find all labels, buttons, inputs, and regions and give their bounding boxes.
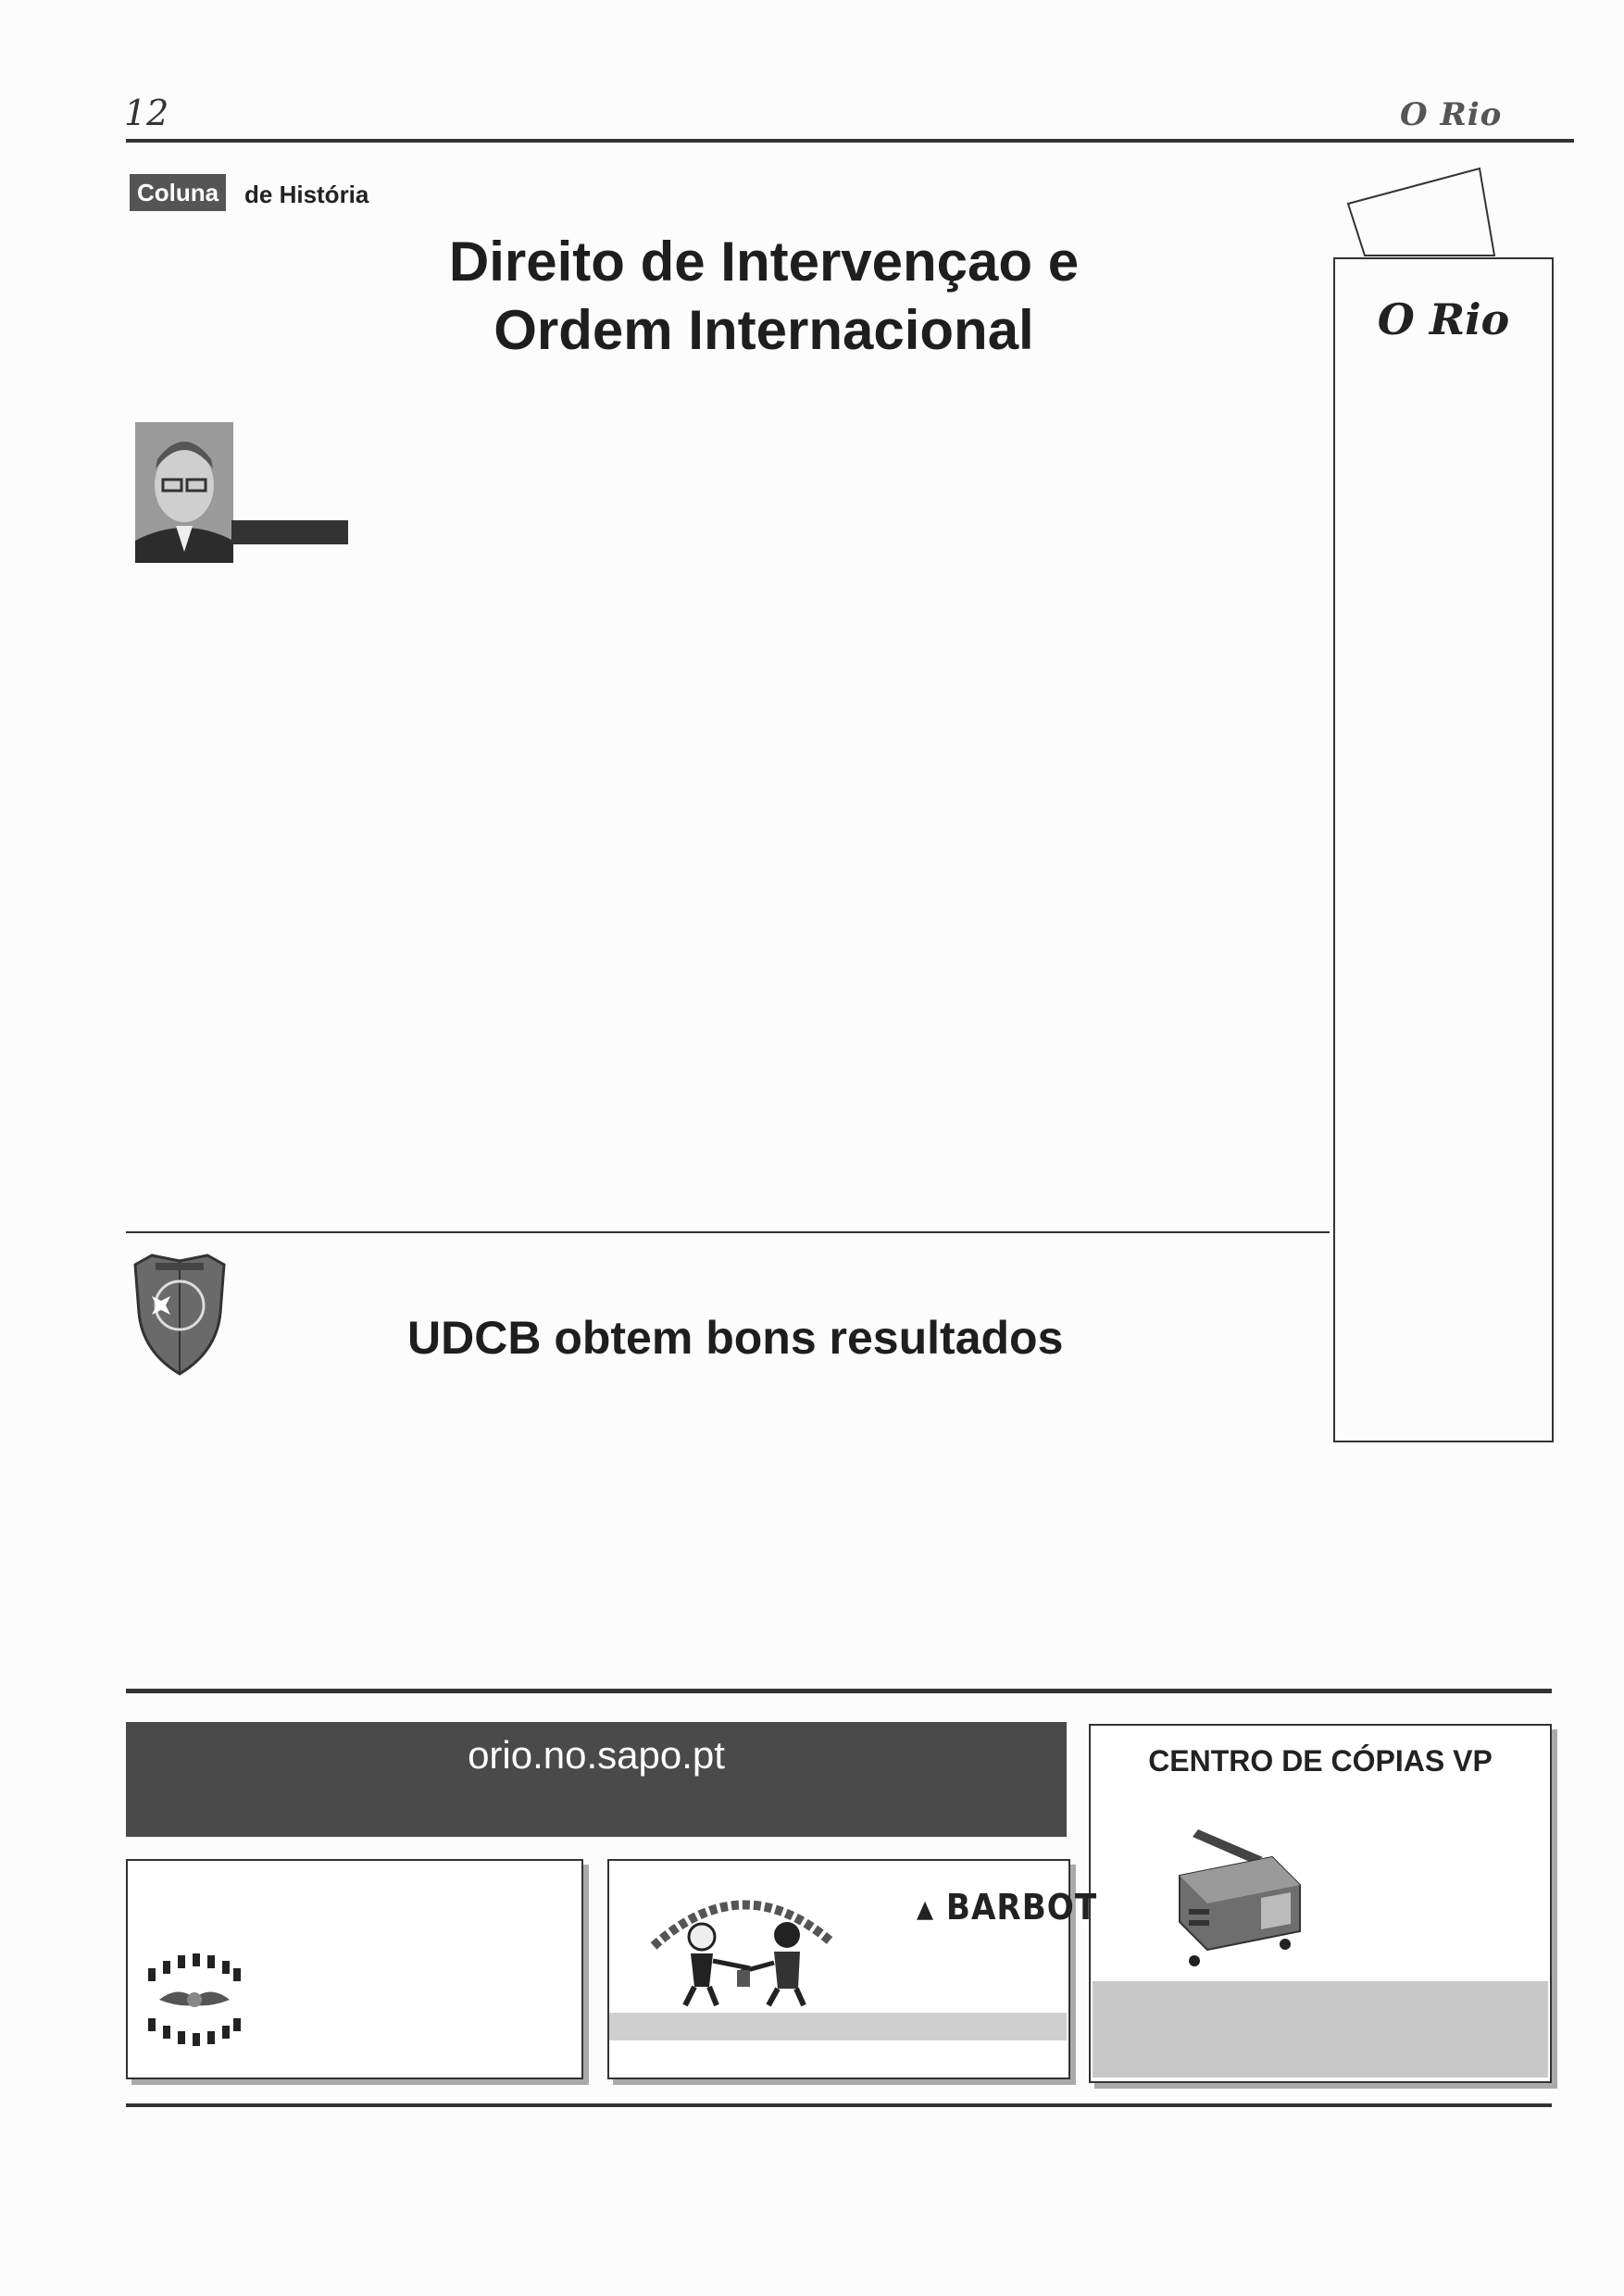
sponsor-strip: [609, 2013, 1067, 2040]
article-title-line1: Direito de Intervençao e: [448, 231, 1080, 293]
udcb-crest: [124, 1248, 235, 1378]
copy-center-strip: [1093, 1981, 1548, 2078]
article-title: [278, 228, 1250, 365]
article-title-line2: Ordem Internacional: [493, 299, 1034, 361]
barbot-mark-icon: ▲: [917, 1895, 934, 1924]
copy-center-title: CENTRO DE CÓPIAS VP: [1148, 1744, 1493, 1778]
author-portrait-icon: [135, 422, 233, 563]
gear-logo-icon: [141, 1952, 248, 2048]
author-tag: [231, 520, 348, 544]
shield-crest-icon: [124, 1248, 235, 1378]
header-brand: O Rio: [1400, 96, 1503, 133]
cartoon-figures-icon: [648, 1913, 833, 2009]
column-label: de História: [244, 181, 369, 208]
copier-icon: [1152, 1820, 1309, 1978]
barbot-text: BARBOT: [945, 1887, 1098, 1928]
page-end-rule: [126, 2103, 1552, 2107]
author-photo: [135, 422, 233, 563]
sidebar-box: [1333, 257, 1554, 1442]
column-badge: Coluna: [130, 174, 226, 211]
barbot-logo: [917, 1887, 1097, 1928]
folded-corner-icon: [1341, 167, 1554, 259]
sidebar-brand: O Rio: [1377, 294, 1510, 344]
article2-title: UDCB obtem bons resultados: [407, 1312, 1064, 1364]
header-rule: [126, 139, 1574, 143]
section-rule: [126, 1231, 1330, 1233]
page-number: 12: [124, 93, 169, 133]
sidebar-flap: [1341, 167, 1554, 259]
site-url[interactable]: orio.no.sapo.pt: [468, 1733, 725, 1777]
ads-rule: [126, 1689, 1552, 1693]
